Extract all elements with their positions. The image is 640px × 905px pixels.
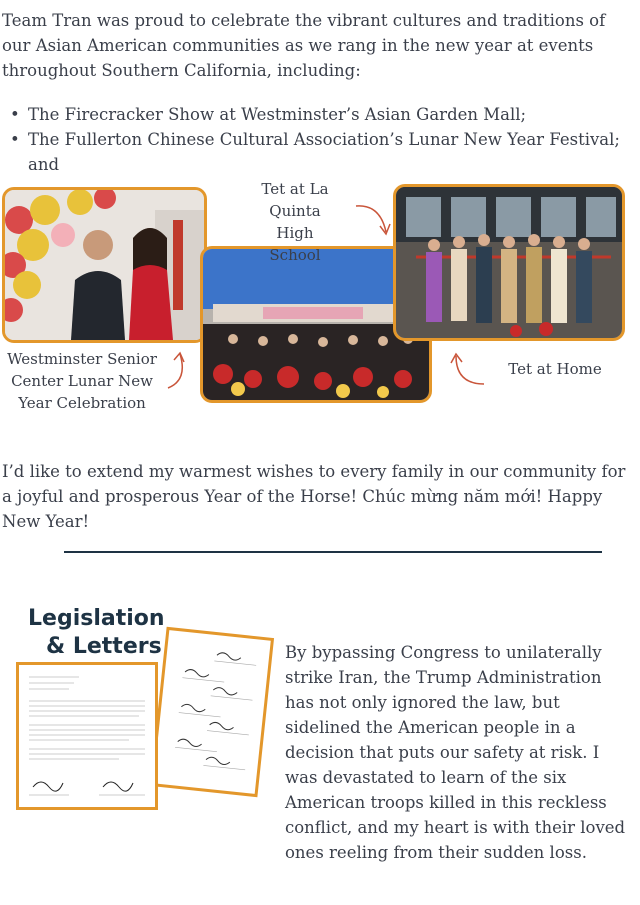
photo-tet-at-home bbox=[393, 184, 625, 341]
legislation-title bbox=[28, 605, 208, 661]
caption-tet-at-home: Tet at Home bbox=[508, 360, 602, 378]
caption-westminster: Westminster Senior Center Lunar New Year Celebration bbox=[7, 350, 157, 412]
legislation-title-line2: & Letters bbox=[46, 634, 162, 659]
intro-paragraph: Team Tran was proud to celebrate the vibrant cultures and traditions of our Asian American communities as we rang in the new year at events throughout Southern California, including: bbox=[2, 11, 606, 80]
list-item: • The Firecracker Show at Westminster’s Asian Garden Mall; bbox=[8, 102, 633, 127]
new-year-wishes: I’d like to extend my warmest wishes to every family in our community for a joyful and prosperous Year of the Horse! Chúc mừng năm mới! Happy New Year! bbox=[2, 462, 626, 531]
section-divider bbox=[64, 551, 602, 553]
letter-front-text bbox=[19, 665, 155, 807]
list-item: • The Fullerton Chinese Cultural Association’s Lunar New Year Festival; and bbox=[8, 127, 633, 177]
legislation-title-line1: Legislation bbox=[28, 606, 165, 631]
arrow-tet-home-icon bbox=[448, 350, 488, 390]
event-list bbox=[8, 102, 633, 177]
photo-westminster-senior-center bbox=[2, 187, 207, 343]
legislation-body: By bypassing Congress to unilaterally strike Iran, the Trump Administration has not only ignored the law, but sidelined the American people in a decision that puts our safety at risk. I was devastated to learn of the six American troops killed in this reckless conflict, and my heart is with their loved ones reeling from their sudden loss. bbox=[285, 643, 626, 862]
caption-la-quinta: Tet at La Quinta High School bbox=[261, 180, 329, 264]
photo-westminster-image bbox=[5, 190, 204, 340]
arrow-westminster-icon bbox=[162, 350, 192, 392]
photo-tet-at-home-image bbox=[396, 187, 622, 338]
arrow-la-quinta-icon bbox=[352, 200, 392, 240]
letter-image-front bbox=[16, 662, 158, 810]
